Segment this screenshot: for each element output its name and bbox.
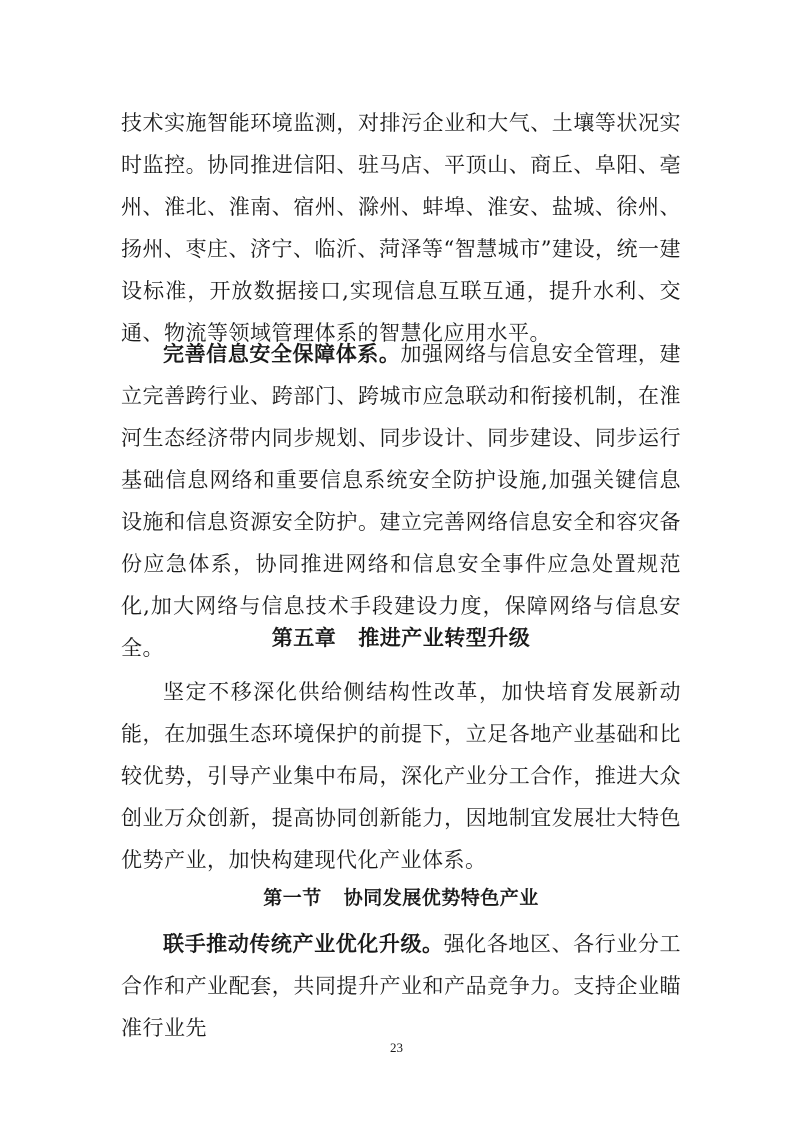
paragraph-text: 坚定不移深化供给侧结构性改革，加快培育发展新动能，在加强生态环境保护的前提下，立足各地产业基础和比较优势，引导产业集中布局，深化产业分工合作，推进大众创业万众创新，提高协同创新能力，因地制宜发展壮大特色优势产业，加快构建现代化产业体系。 [121, 680, 681, 872]
paragraph-smart-city [121, 102, 681, 354]
section-title: 协同发展优势特色产业 [343, 887, 539, 909]
paragraph-lead: 完善信息安全保障体系。 [163, 341, 401, 366]
paragraph-text: 加强网络与信息安全管理，建立完善跨行业、跨部门、跨城市应急联动和衔接机制，在淮河生态经济带内同步规划、同步设计、同步建设、同步运行基础信息网络和重要信息系统安全防护设施,加强关键信息设施和信息资源安全防护。建立完善网络信息安全和容灾备份应急体系，协同推进网络和信息安全事件应急处置规范化,加大网络与信息技术手段建设力度，保障网络与信息安全。 [121, 342, 682, 660]
chapter-heading [121, 622, 681, 654]
paragraph-lead: 联手推动传统产业优化升级。 [163, 931, 444, 956]
paragraph-info-security [121, 333, 681, 669]
chapter-number: 第五章 [271, 625, 337, 650]
paragraph-traditional-industry [121, 923, 681, 1049]
chapter-title: 推进产业转型升级 [358, 625, 531, 650]
paragraph-chapter-intro [121, 671, 681, 881]
page-number: 23 [390, 1040, 403, 1055]
paragraph-text: 技术实施智能环境监测，对排污企业和大气、土壤等状况实时监控。协同推进信阳、驻马店、平顶山、商丘、阜阳、亳州、淮北、淮南、宿州、滁州、蚌埠、淮安、盐城、徐州、扬州、枣庄、济宁、临沂、菏泽等“智慧城市”建设，统一建设标准，开放数据接口,实现信息互联互通，提升水利、交通、物流等领域管理体系的智慧化应用水平。 [121, 111, 681, 345]
section-number: 第一节 [263, 887, 322, 909]
section-heading [121, 883, 681, 913]
paragraph-text: 强化各地区、各行业分工合作和产业配套，共同提升产业和产品竞争力。支持企业瞄准行业先 [121, 932, 682, 1040]
